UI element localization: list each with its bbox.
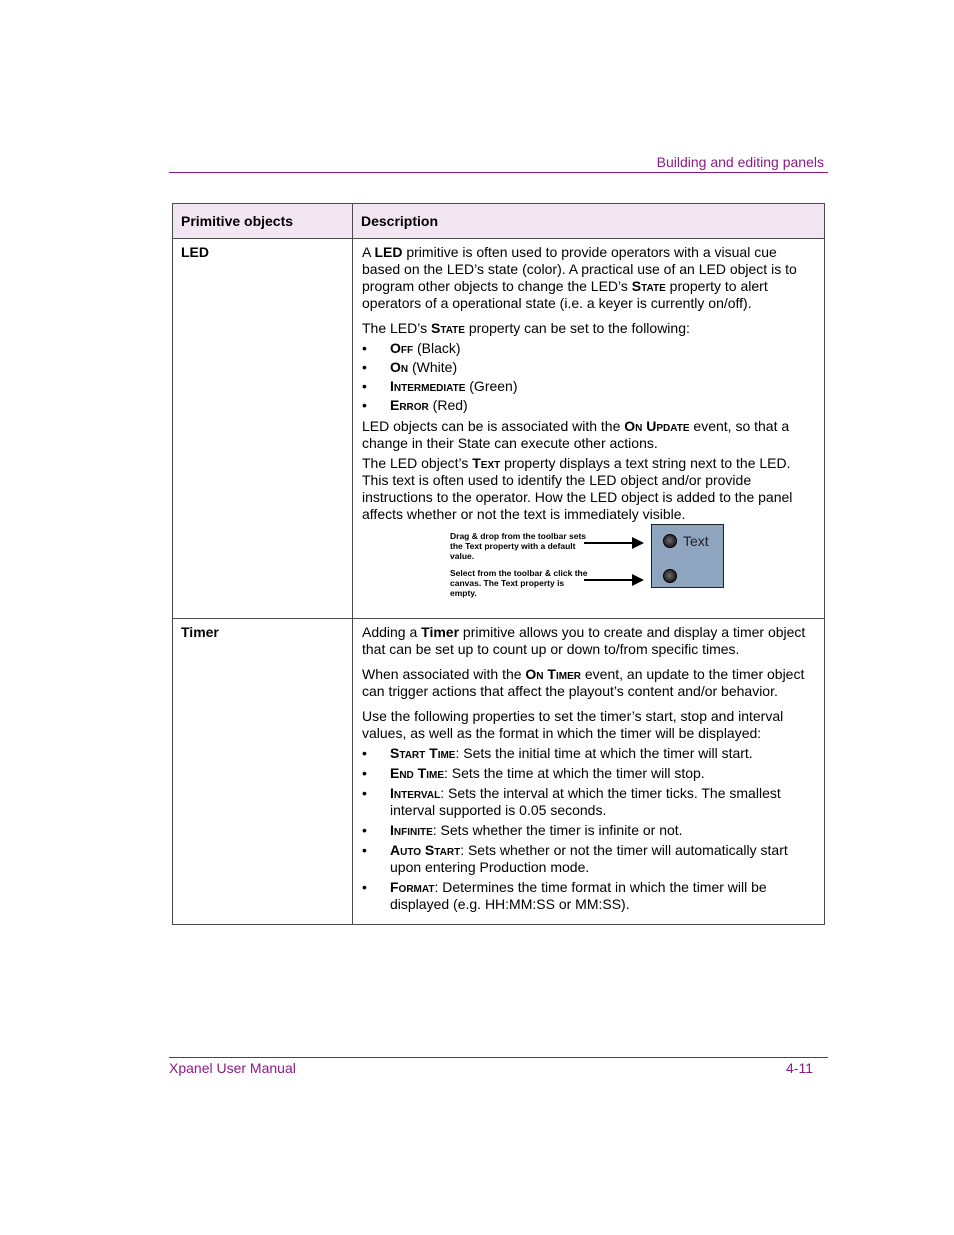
property-description: : Sets the interval at which the timer ticks. The smallest interval supported is 0.05 seconds. (390, 785, 781, 818)
timer-intro-paragraph (362, 624, 816, 658)
primitive-objects-table (172, 203, 825, 925)
text: property to alert operators of a operational state (i.e. a keyer is currently on/off). (362, 278, 768, 311)
row-description-timer (353, 619, 825, 925)
led-text-label: Text (683, 533, 709, 549)
header-rule (169, 172, 828, 173)
property-description: : Sets the time at which the timer will stop. (444, 765, 705, 781)
list-item: • Interval: Sets the interval at which the timer ticks. The smallest interval supported is 0.05 seconds. (362, 785, 781, 818)
state-name: On (390, 359, 409, 375)
list-item: • Start Time: Sets the initial time at which the timer will start. (362, 745, 753, 761)
led-state-intro (362, 320, 816, 337)
list-item: • On (White) (362, 359, 458, 375)
property-name: Infinite (390, 822, 433, 838)
list-item: • Off (Black) (362, 340, 461, 356)
table-row-timer (173, 619, 825, 925)
state-name: Error (390, 397, 429, 413)
led-icon (663, 534, 677, 548)
footer-page-number: 4-11 (786, 1060, 813, 1076)
text: When associated with the (362, 666, 526, 682)
text: property can be set to the following: (464, 320, 690, 336)
footer-manual-title: Xpanel User Manual (169, 1060, 296, 1076)
timer-event-paragraph (362, 666, 816, 700)
property-name: Text (472, 455, 501, 471)
figure-caption-select-click: Select from the toolbar & click the canvas. The Text property is empty. (450, 568, 588, 598)
led-text-paragraph (362, 455, 816, 523)
list-item: • End Time: Sets the time at which the timer will stop. (362, 765, 705, 781)
bold-term: Timer (421, 624, 460, 640)
text: Adding a (362, 624, 422, 640)
text: property displays a text string next to the LED. This text is often used to identify the LED object and/or provide instructions to the operator. How the LED object is added to the panel affects whether or not the text is immediately visible. (362, 455, 793, 522)
property-description: : Determines the time format in which the timer will be displayed (e.g. HH:MM:SS or MM:SS). (390, 879, 767, 912)
row-name-timer: Timer (173, 619, 353, 925)
property-name: End Time (390, 765, 445, 781)
timer-property-list (362, 745, 816, 913)
led-update-paragraph (362, 418, 816, 452)
running-header: Building and editing panels (656, 154, 824, 170)
state-value: (Green) (465, 378, 518, 394)
state-value: (White) (408, 359, 458, 375)
property-name: Start Time (390, 745, 456, 761)
text: LED objects can be is associated with the (362, 418, 625, 434)
led-panel-preview (651, 524, 724, 588)
list-item: • Intermediate (Green) (362, 378, 518, 394)
list-item: • Error (Red) (362, 397, 468, 413)
state-value: (Black) (413, 340, 461, 356)
list-item: • Infinite: Sets whether the timer is infinite or not. (362, 822, 683, 838)
led-icon (663, 569, 677, 583)
text: primitive allows you to create and display a timer object that can be set up to count up or down to/from specific times. (362, 624, 806, 657)
column-header-description: Description (353, 204, 825, 239)
state-name: Off (390, 340, 414, 356)
led-intro-paragraph (362, 244, 816, 312)
row-name-led: LED (173, 239, 353, 619)
list-item: • Auto Start: Sets whether or not the timer will automatically start upon entering Production mode. (362, 842, 788, 875)
figure-caption-drag-drop: Drag & drop from the toolbar sets the Text property with a default value. (450, 531, 587, 561)
table-row-led (173, 239, 825, 619)
row-description-led (353, 239, 825, 619)
led-text-figure (362, 531, 816, 611)
table-header-row (173, 204, 825, 239)
property-name: State (631, 278, 666, 294)
property-description: : Sets whether the timer is infinite or not. (432, 822, 683, 838)
timer-properties-intro: Use the following properties to set the timer’s start, stop and interval values, as well as the format in which the timer will be displayed: (362, 708, 784, 741)
text: primitive is often used to provide operators with a visual cue based on the LED’s state (color). A practical use of an LED object is to program other objects to change the LED’s (362, 244, 797, 294)
arrow-right-icon (584, 537, 644, 549)
text: The LED object’s (362, 455, 473, 471)
led-state-list (362, 340, 816, 414)
bold-term: LED (374, 244, 403, 260)
state-name: Intermediate (390, 378, 466, 394)
text: A (362, 244, 375, 260)
footer-rule (169, 1057, 828, 1058)
property-name: Format (390, 879, 435, 895)
property-name: Auto Start (390, 842, 461, 858)
column-header-primitive-objects: Primitive objects (173, 204, 353, 239)
text: The LED’s (362, 320, 431, 336)
state-value: (Red) (428, 397, 468, 413)
event-name: On Update (624, 418, 690, 434)
text: event, an update to the timer object can trigger actions that affect the playout’s content and/or behavior. (362, 666, 805, 699)
property-name: Interval (390, 785, 441, 801)
arrow-right-icon (584, 574, 644, 586)
property-description: : Sets whether or not the timer will automatically start upon entering Production mode. (390, 842, 788, 875)
text: event, so that a change in their State can execute other actions. (362, 418, 790, 451)
list-item: • Format: Determines the time format in which the timer will be displayed (e.g. HH:MM:SS or MM:SS). (362, 879, 767, 912)
property-description: : Sets the initial time at which the timer will start. (455, 745, 753, 761)
event-name: On Timer (525, 666, 581, 682)
property-name: State (431, 320, 465, 336)
